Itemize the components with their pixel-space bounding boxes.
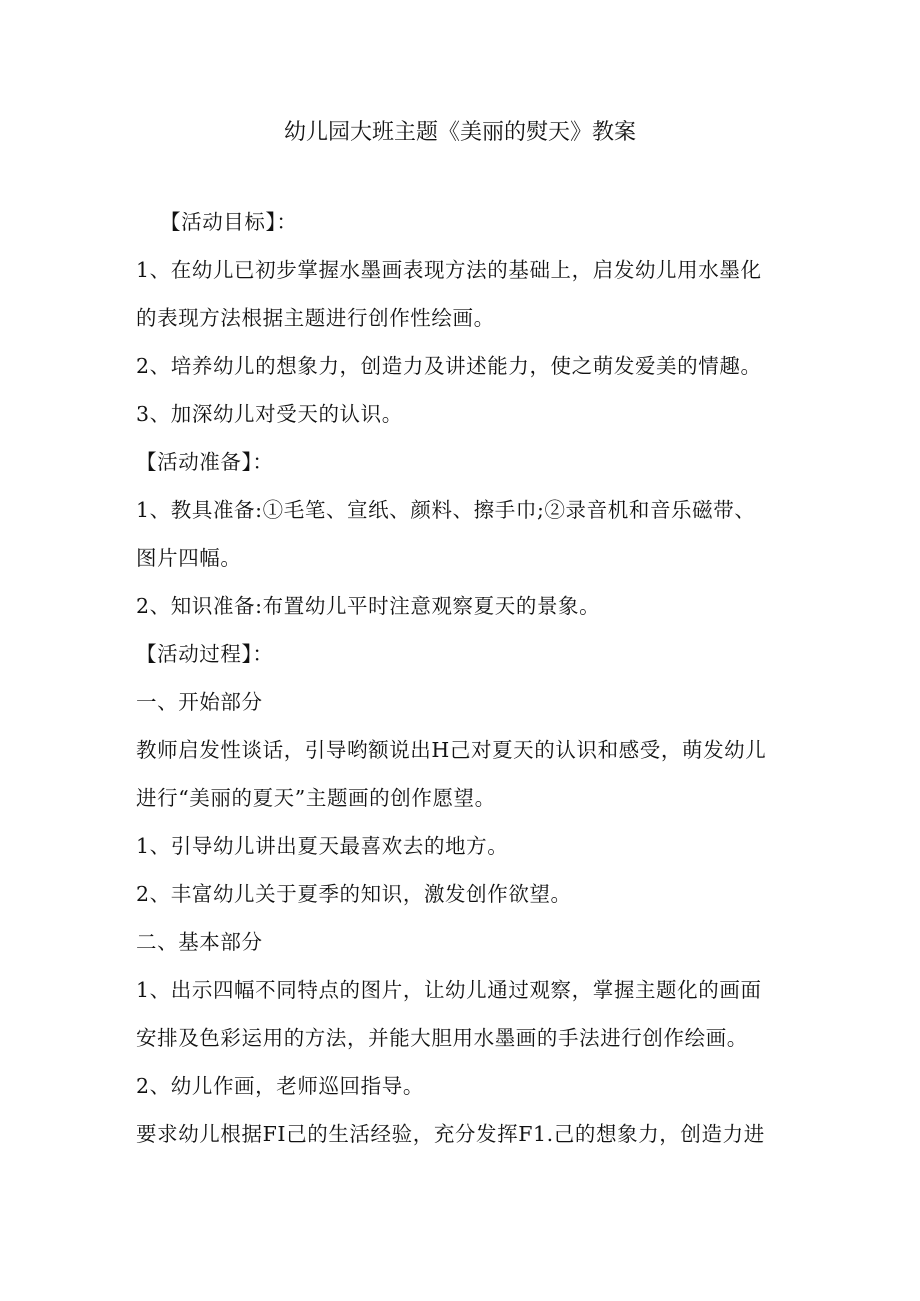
paragraph-line: 进行“美丽的夏天”主题画的创作愿望。 xyxy=(136,786,496,810)
document-title: 幼儿园大班主题《美丽的熨天》教案 xyxy=(283,120,636,145)
paragraph-line: 1、在幼儿已初步掌握水墨画表现方法的基础上，启发幼儿用水墨化 xyxy=(136,258,762,282)
paragraph-line: 安排及色彩运用的方法，并能大胆用水墨画的手法进行创作绘画。 xyxy=(136,1026,748,1050)
section-heading-goals: 【活动目标】： xyxy=(160,210,298,234)
paragraph-line: 1、教具准备:①毛笔、宣纸、颜料、擦手巾;②录音机和音乐磁带、 xyxy=(136,498,756,522)
paragraph-line: 教师启发性谈话，引导哟额说出H己对夏天的认识和感受，萌发幼儿 xyxy=(136,738,767,762)
section-heading-preparation: 【活动准备】： xyxy=(136,450,274,474)
section-heading-process: 【活动过程】： xyxy=(136,642,274,666)
paragraph-line: 2、知识准备:布置幼儿平时注意观察夏天的景象。 xyxy=(136,594,601,618)
paragraph-line: 3、加深幼儿对受天的认识。 xyxy=(136,402,403,426)
paragraph-line: 的表现方法根据主题进行创作性绘画。 xyxy=(136,306,495,330)
subsection-heading-basic: 二、基本部分 xyxy=(136,930,263,954)
paragraph-line: 2、培养幼儿的想象力，创造力及讲述能力，使之萌发爱美的情趣。 xyxy=(136,354,762,378)
paragraph-line: 1、出示四幅不同特点的图片，让幼儿通过观察，掌握主题化的画面 xyxy=(136,978,762,1002)
subsection-heading-start: 一、开始部分 xyxy=(136,690,263,714)
paragraph-line: 要求幼儿根据FI己的生活经验，充分发挥F1.己的想象力，创造力进 xyxy=(136,1122,765,1146)
paragraph-line: 图片四幅。 xyxy=(136,546,242,570)
paragraph-line: 1、引导幼儿讲出夏天最喜欢去的地方。 xyxy=(136,834,509,858)
paragraph-line: 2、幼儿作画，老师巡回指导。 xyxy=(136,1074,424,1098)
paragraph-line: 2、丰富幼儿关于夏季的知识，激发创作欲望。 xyxy=(136,882,572,906)
